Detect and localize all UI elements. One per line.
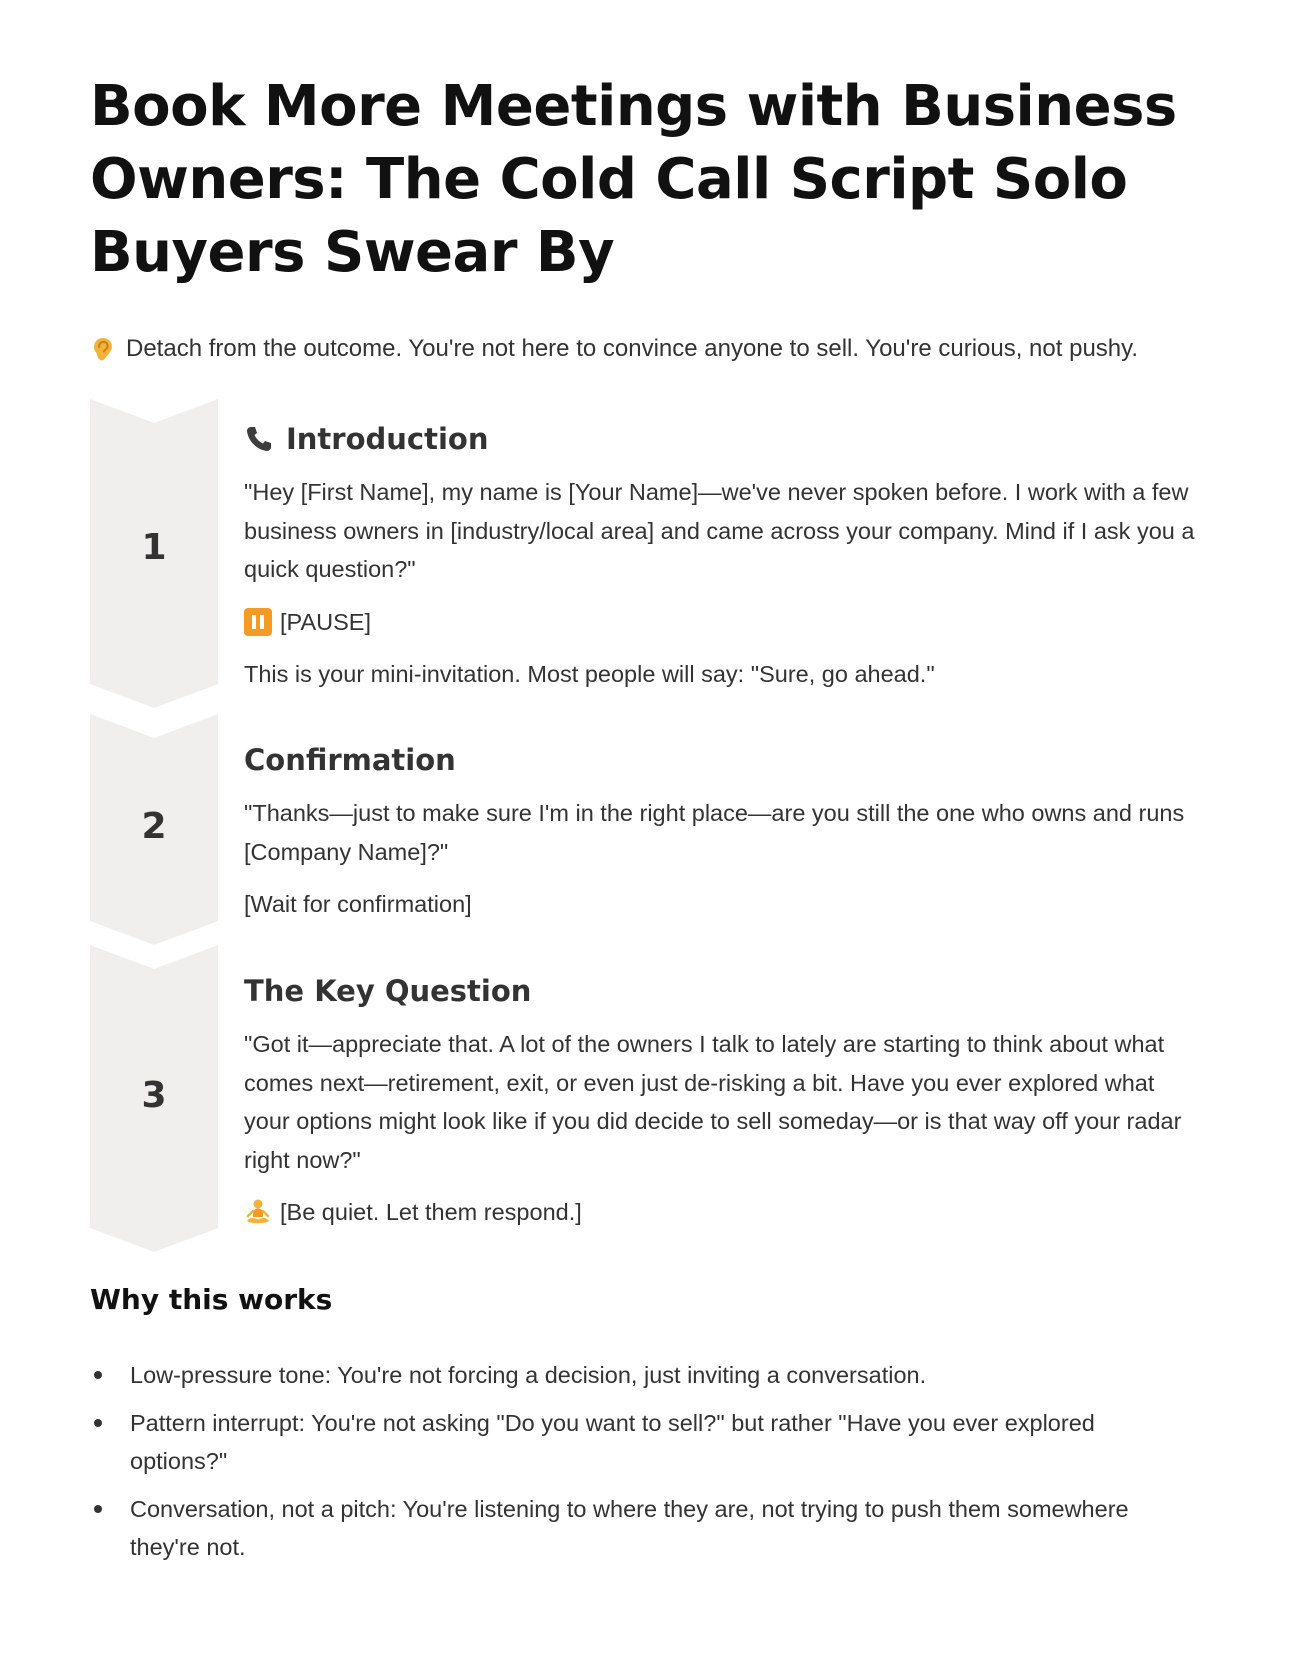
document-page — [90, 70, 1210, 687]
step-note: [Wait for confirmation] — [244, 891, 472, 917]
step-note-text: [PAUSE] — [280, 608, 371, 635]
step-title-text: The Key Question — [244, 974, 532, 1008]
step-note — [244, 603, 1198, 642]
list-item — [90, 1490, 1170, 1567]
page-title: Book More Meetings with Business Owners: The Cold Call Script Solo Buyers Swear By — [90, 74, 1177, 285]
step-number: 2 — [141, 806, 167, 847]
list-item-text: Low-pressure tone: You're not forcing a decision, just inviting a conversation. — [130, 1362, 927, 1388]
step-script: "Got it—appreciate that. A lot of the owners I talk to lately are starting to think about what comes next—retirement, exit, or even just de-risking a bit. Have you ever explored what your options might look like if you did decide to sell someday—or is that way off your radar right now?" — [244, 1031, 1182, 1173]
why-section — [90, 1282, 1210, 1576]
step-note — [244, 1193, 1198, 1232]
bullet-icon — [94, 1419, 102, 1427]
step-1 — [90, 399, 1210, 708]
ear-icon — [90, 336, 116, 362]
step-1-chevron — [90, 399, 218, 708]
telephone-icon — [244, 424, 274, 454]
step-number: 1 — [141, 527, 167, 568]
step-note-text: [Be quiet. Let them respond.] — [280, 1199, 582, 1225]
why-list — [90, 1356, 1210, 1567]
step-2 — [90, 714, 1210, 945]
list-item — [90, 1404, 1170, 1481]
bullet-icon — [94, 1505, 102, 1513]
step-1-body — [218, 399, 1198, 708]
step-script: "Hey [First Name], my name is [Your Name]—we've never spoken before. I work with a few business owners in [industry/local area] and came across your company. Mind if I ask you a quick question?" — [244, 479, 1195, 582]
script-steps — [90, 399, 1210, 687]
step-extra: This is your mini-invitation. Most people will say: "Sure, go ahead." — [244, 661, 935, 687]
list-item-text: Conversation, not a pitch: You're listening to where they are, not trying to push them somewhere they're not. — [130, 1495, 1129, 1560]
tip-callout — [90, 333, 1210, 365]
step-title — [244, 419, 1198, 459]
pause-icon — [244, 608, 272, 636]
meditating-person-icon — [244, 1198, 272, 1226]
step-2-chevron — [90, 714, 218, 945]
list-item-text: Pattern interrupt: You're not asking "Do you want to sell?" but rather "Have you ever explored options?" — [130, 1409, 1095, 1474]
step-3-body — [218, 945, 1198, 1252]
list-item — [90, 1356, 1170, 1395]
step-2-body — [218, 714, 1198, 945]
step-script: "Thanks—just to make sure I'm in the right place—are you still the one who owns and runs [Company Name]?" — [244, 800, 1185, 865]
step-number: 3 — [141, 1075, 167, 1116]
why-title: Why this works — [90, 1283, 333, 1316]
step-title-text: Confirmation — [244, 743, 456, 777]
tip-text: Detach from the outcome. You're not here to convince anyone to sell. You're curious, not pushy. — [126, 335, 1139, 362]
step-3 — [90, 945, 1210, 1252]
step-title-text: Introduction — [286, 422, 489, 456]
bullet-icon — [94, 1371, 102, 1379]
step-3-chevron — [90, 945, 218, 1252]
